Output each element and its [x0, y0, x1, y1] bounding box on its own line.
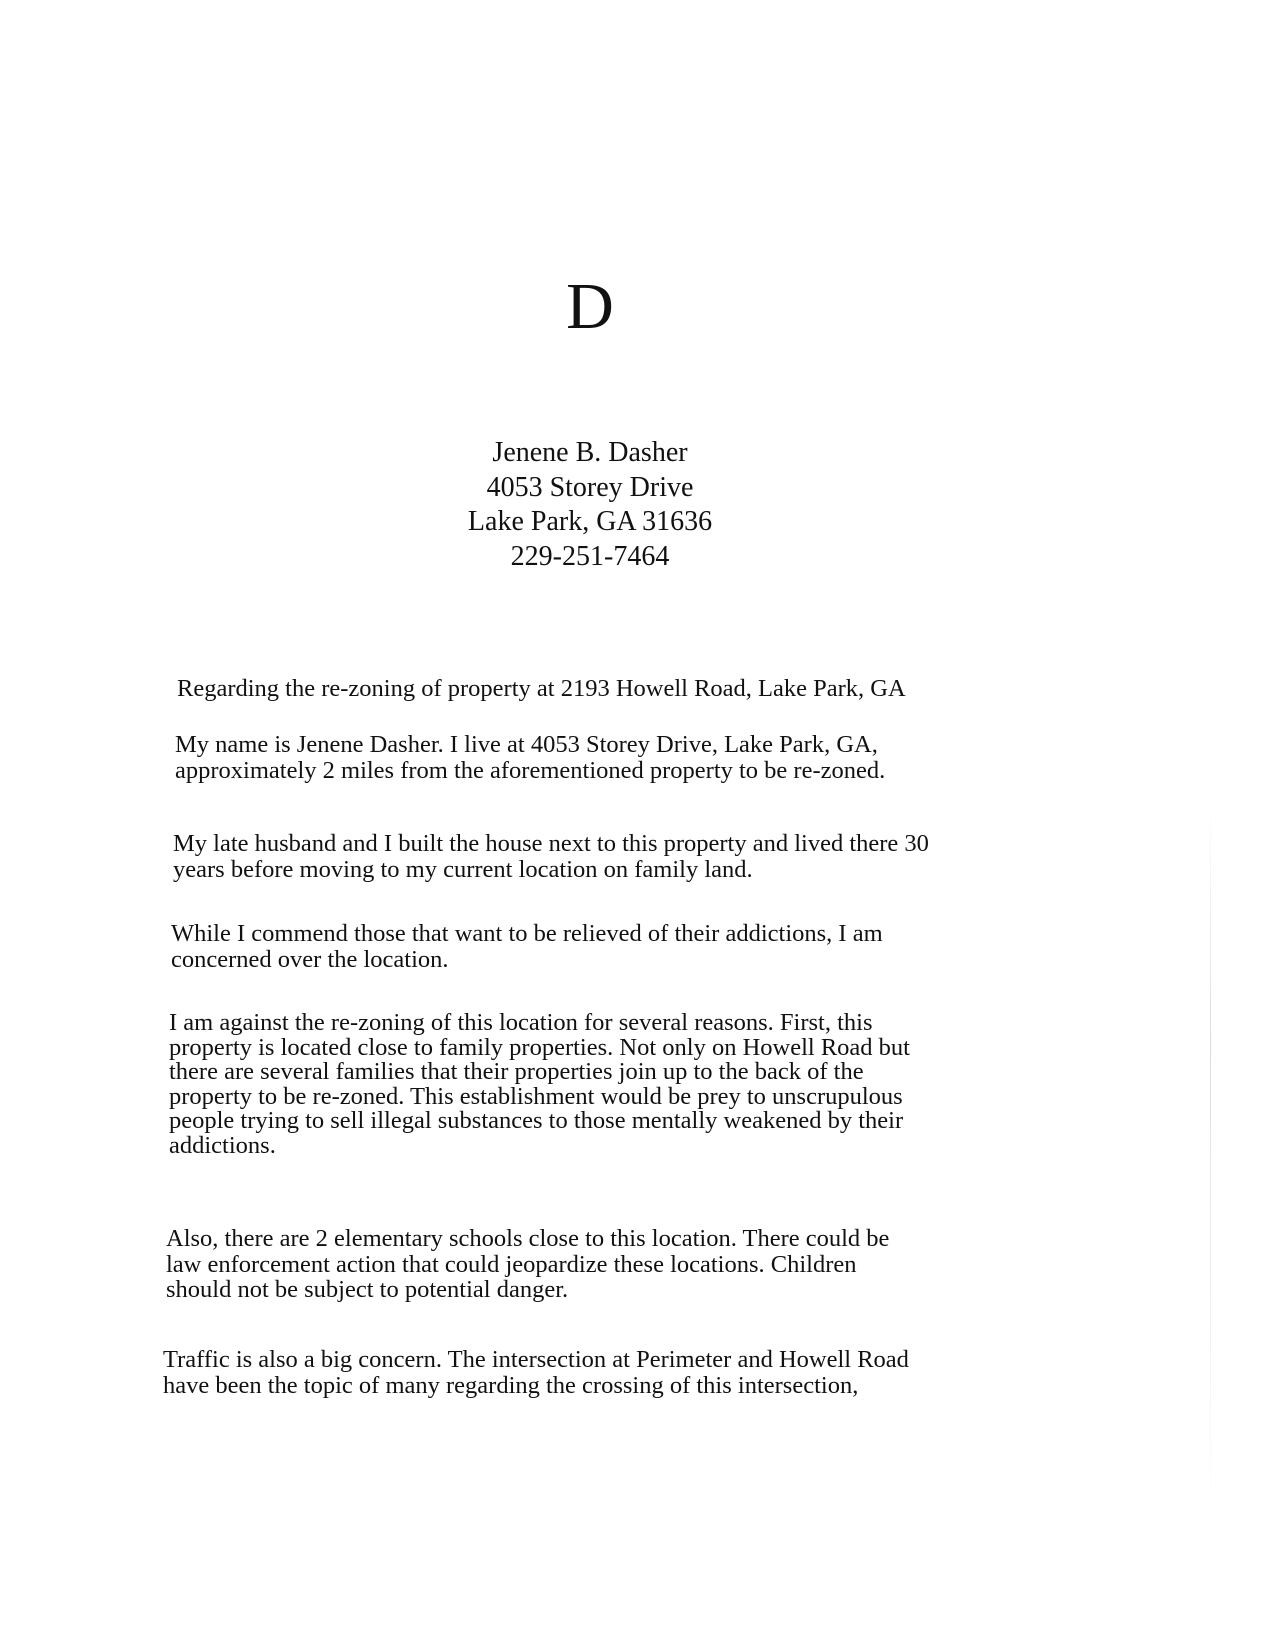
paragraph-concern — [171, 921, 883, 972]
text-line: have been the topic of many regarding the crossing of this intersection, — [163, 1371, 859, 1399]
sender-street: 4053 Storey Drive — [486, 471, 694, 503]
sender-address-block — [385, 436, 795, 574]
text-line: property is located close to family properties. Not only on Howell Road but — [169, 1033, 910, 1061]
text-line: While I commend those that want to be relieved of their addictions, I am — [171, 920, 883, 947]
paragraph-history — [173, 831, 929, 882]
text-line: Also, there are 2 elementary schools close to this location. There could be — [166, 1225, 890, 1252]
text-line: concerned over the location. — [171, 945, 449, 973]
subject-line — [177, 676, 906, 702]
text-line: My name is Jenene Dasher. I live at 4053 Storey Drive, Lake Park, GA, — [175, 731, 878, 758]
text-line: Traffic is also a big concern. The intersection at Perimeter and Howell Road — [163, 1346, 909, 1373]
sender-phone: 229-251-7464 — [510, 540, 670, 572]
scan-edge-shadow — [1210, 800, 1211, 1520]
text-line: people trying to sell illegal substances to those mentally weakened by their — [169, 1107, 904, 1134]
text-line: I am against the re-zoning of this location for several reasons. First, this — [169, 1009, 873, 1036]
paragraph-traffic — [163, 1347, 909, 1398]
text-line: addictions. — [169, 1131, 276, 1159]
text-line: law enforcement action that could jeopardize these locations. Children — [166, 1250, 857, 1278]
text-line: there are several families that their properties join up to the back of the — [169, 1058, 864, 1085]
text-line: My late husband and I built the house next to this property and lived there 30 — [173, 830, 929, 857]
text-line: Regarding the re-zoning of property at 2193 Howell Road, Lake Park, GA — [177, 675, 906, 702]
text-line: approximately 2 miles from the aforementioned property to be re-zoned. — [175, 756, 886, 784]
section-letter: D — [566, 270, 614, 343]
sender-name: Jenene B. Dasher — [492, 437, 688, 468]
paragraph-introduction — [175, 732, 885, 783]
paragraph-schools — [166, 1226, 889, 1303]
text-line: property to be re-zoned. This establishment would be prey to unscrupulous — [169, 1082, 903, 1110]
text-line: should not be subject to potential danger. — [166, 1276, 569, 1303]
paragraph-reasons — [169, 1011, 910, 1158]
sender-city-state-zip: Lake Park, GA 31636 — [467, 506, 713, 537]
text-line: years before moving to my current location on family land. — [173, 855, 753, 883]
